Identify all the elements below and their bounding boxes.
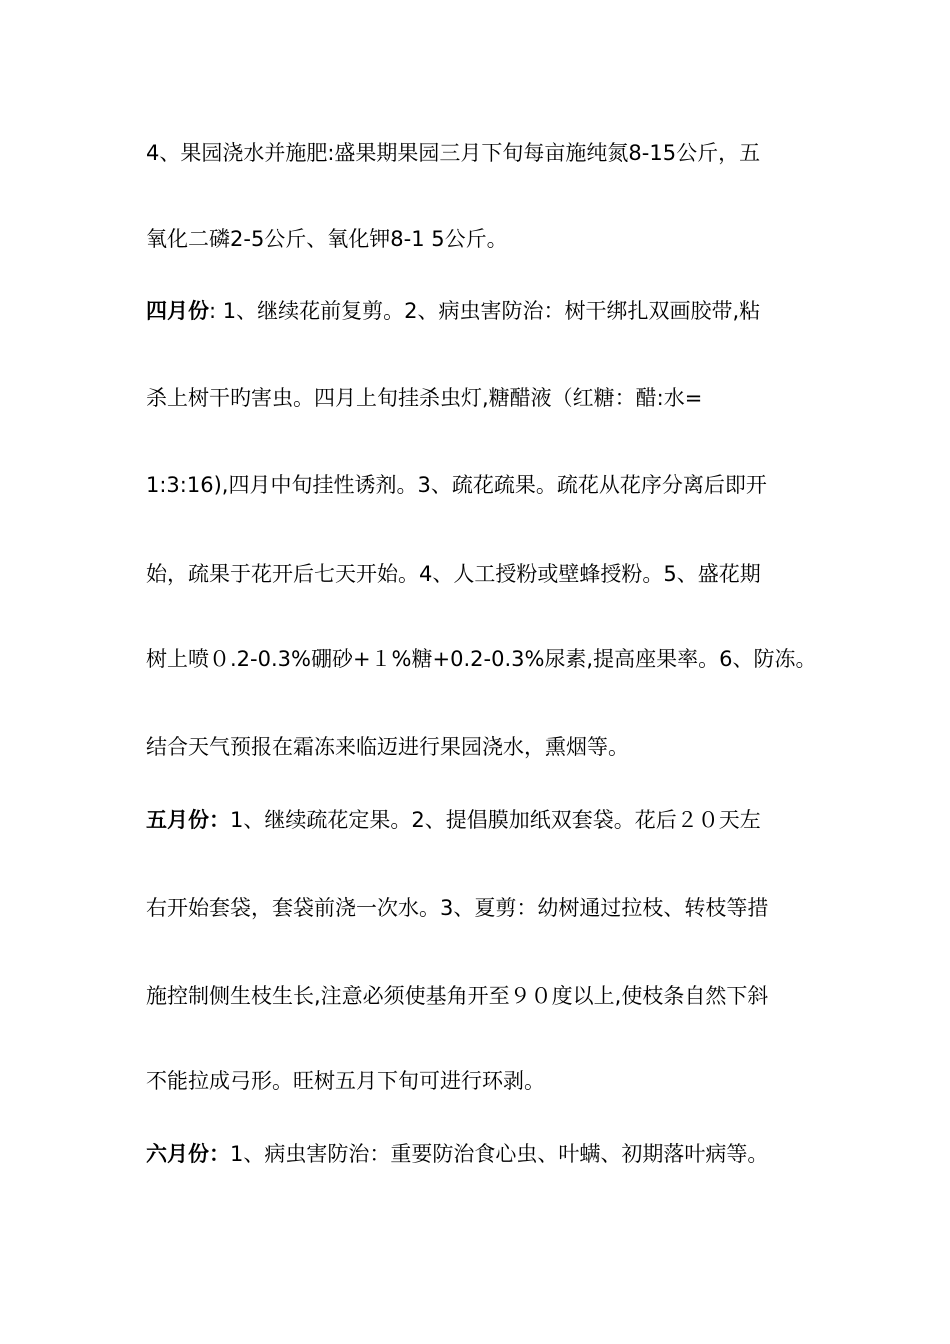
paragraph-line: 不能拉成弓形。旺树五月下旬可进行环剥。 (146, 1069, 545, 1093)
section-heading-april: 四月份 (146, 299, 209, 323)
paragraph-line: 始，疏果于花开后七天开始。4、人工授粉或壁蜂授粉。5、盛花期 (146, 562, 761, 586)
may-section-line (146, 806, 836, 834)
paragraph-line: 施控制侧生枝生长,注意必须使基角开至９０度以上,使枝条自然下斜 (146, 984, 769, 1008)
paragraph-line: 氧化二磷2-5公斤、氧化钾8-1 5公斤。 (146, 227, 508, 251)
april-section-line (146, 297, 836, 325)
paragraph-line: 结合天气预报在霜冻来临迈进行果园浇水，熏烟等。 (146, 735, 629, 759)
paragraph-line: 树上喷０.2-0.3%硼砂+１%糖+0.2-0.3%尿素,提高座果率。6、防冻。 (146, 647, 817, 671)
paragraph-text: 1、继续疏花定果。2、提倡膜加纸双套袋。花后２０天左 (230, 808, 761, 832)
paragraph-line: 杀上树干旳害虫。四月上旬挂杀虫灯,糖醋液（红糖：醋:水= (146, 386, 703, 410)
paragraph-text: : 1、继续花前复剪。2、病虫害防治：树干绑扎双画胶带,粘 (209, 299, 761, 323)
paragraph-text: 1、病虫害防治：重要防治食心虫、叶螨、初期落叶病等。 (230, 1142, 769, 1166)
paragraph-line: 4、果园浇水并施肥:盛果期果园三月下旬每亩施纯氮8-15公斤，五 (146, 141, 761, 165)
section-heading-june: 六月份： (146, 1142, 230, 1166)
section-heading-may: 五月份： (146, 808, 230, 832)
paragraph-line: 1:3:16),四月中旬挂性诱剂。3、疏花疏果。疏花从花序分离后即开 (146, 473, 767, 497)
paragraph-line: 右开始套袋，套袋前浇一次水。3、夏剪：幼树通过拉枝、转枝等措 (146, 896, 769, 920)
june-section-line (146, 1140, 836, 1168)
